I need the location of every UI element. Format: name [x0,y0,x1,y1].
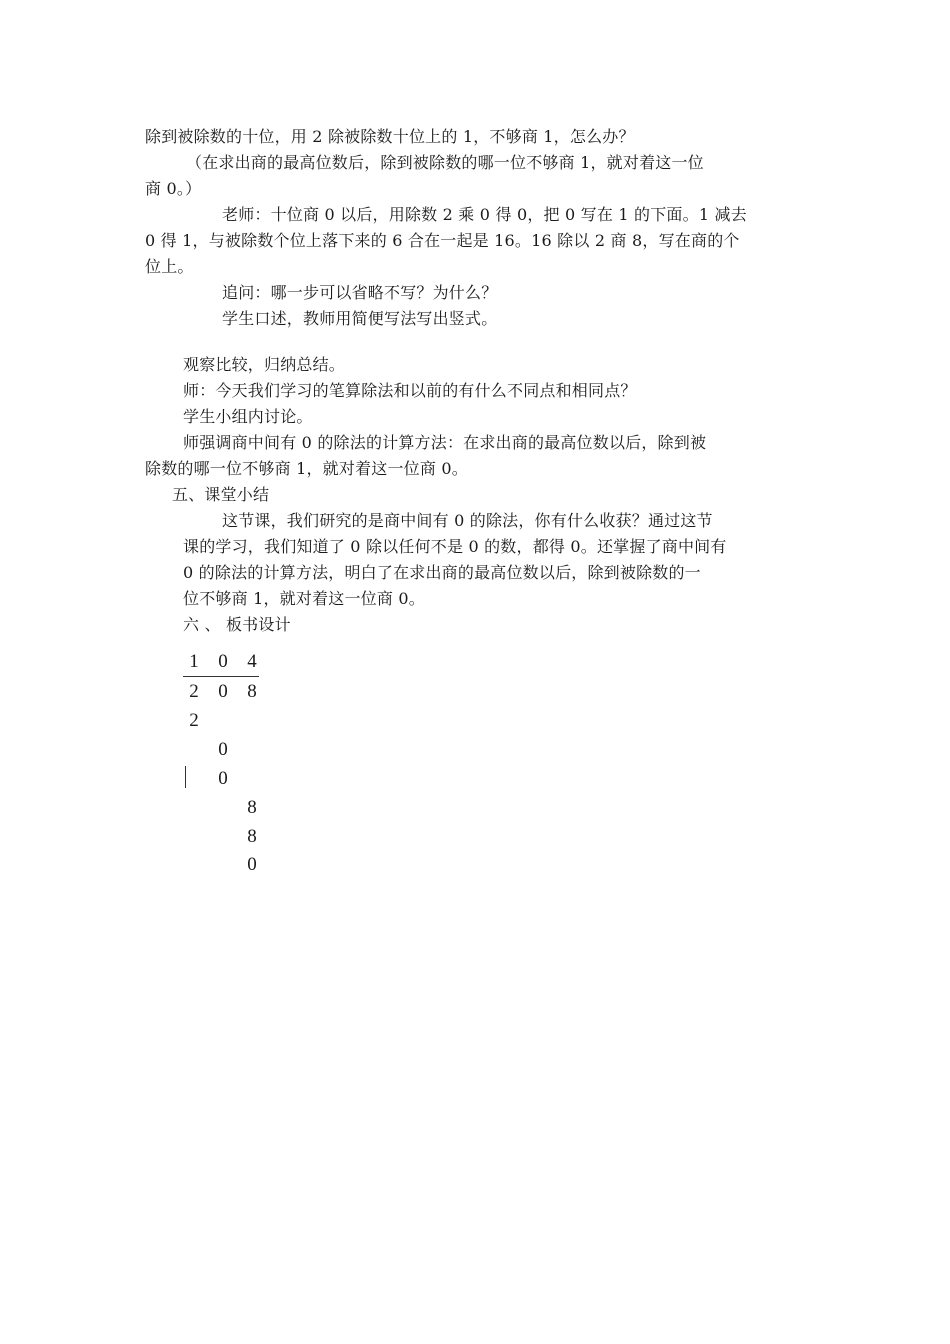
dividend-digit: 8 [247,681,257,702]
remainder-digit: 0 [247,854,257,875]
paragraph-line: 老师：十位商 0 以后，用除数 2 乘 0 得 0，把 0 写在 1 的下面。1 减去 [222,205,747,224]
paragraph-line: 师：今天我们学习的笔算除法和以前的有什么不同点和相同点？ [183,381,637,400]
paragraph-line: 除数的哪一位不够商 1，就对着这一位商 0。 [145,459,468,478]
paragraph-line: 0 的除法的计算方法，明白了在求出商的最高位数以后，除到被除数的一 [183,563,701,582]
paragraph-line: 这节课，我们研究的是商中间有 0 的除法，你有什么收获？通过这节 [222,511,713,530]
quotient-digit: 0 [218,651,228,672]
paragraph-line: 商 0。） [145,179,202,198]
step-digit: 0 [218,739,228,760]
quotient-digit: 1 [189,651,199,672]
paragraph-line: 师强调商中间有 0 的除法的计算方法：在求出商的最高位数以后，除到被 [183,433,707,452]
paragraph-line: 学生小组内讨论。 [183,407,313,426]
dividend-digit: 0 [218,681,228,702]
section-heading: 五、课堂小结 [172,485,270,504]
step-digit: 8 [247,826,257,847]
paragraph-line: 位上。 [145,257,194,276]
dividend-digit: 2 [189,681,199,702]
vertical-mark [185,766,186,788]
step-digit: 2 [189,710,199,731]
paragraph-line: 位不够商 1，就对着这一位商 0。 [183,589,425,608]
paragraph-line: 观察比较，归纳总结。 [183,355,346,374]
paragraph-line: 学生口述，教师用简便写法写出竖式。 [222,309,498,328]
step-digit: 8 [247,797,257,818]
paragraph-line: 除到被除数的十位，用 2 除被除数十位上的 1，不够商 1，怎么办？ [145,127,635,146]
paragraph-line: 课的学习，我们知道了 0 除以任何不是 0 的数，都得 0。还掌握了商中间有 [183,537,727,556]
division-bar [183,676,259,677]
quotient-digit: 4 [247,651,257,672]
section-heading: 六 、 板书设计 [183,615,291,634]
paragraph-line: 0 得 1，与被除数个位上落下来的 6 合在一起是 16。16 除以 2 商 8，写在商的个 [145,231,740,250]
paragraph-line: （在求出商的最高位数后，除到被除数的哪一位不够商 1，就对着这一位 [186,153,704,172]
step-digit: 0 [218,768,228,789]
paragraph-line: 追问：哪一步可以省略不写？为什么？ [222,283,498,302]
